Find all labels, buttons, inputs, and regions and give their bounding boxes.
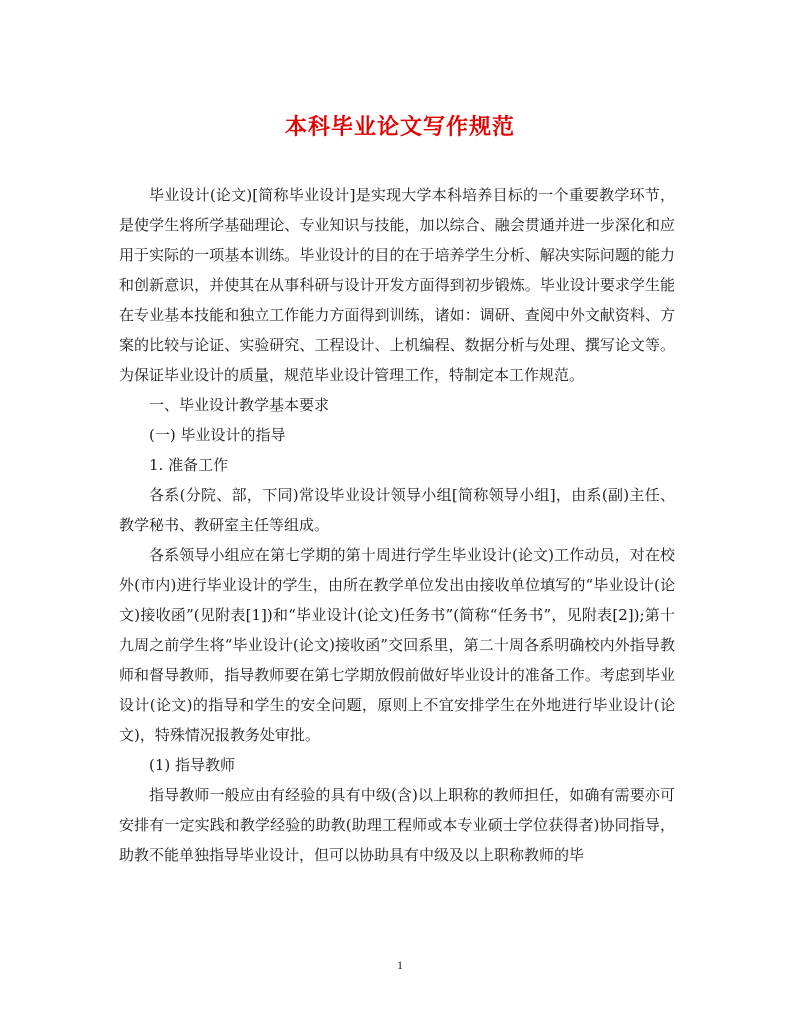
item-heading: 1. 准备工作 <box>149 456 229 474</box>
paragraph: 指导教师一般应由有经验的具有中级(含)以上职称的教师担任，如确有需要亦可安排有一定实践和教学经验的助教(助理工程师或本专业硕士学位获得者)协同指导，助教不能单独指导毕业设计，但可以协助具有中级及以上职称教师的毕 <box>119 786 675 864</box>
section-heading: 一、毕业设计教学基本要求 <box>149 396 330 414</box>
paragraph-intro: 毕业设计(论文)[简称毕业设计]是实现大学本科培养目标的一个重要教学环节，是使学生将所学基础理论、专业知识与技能，加以综合、融会贯通并进一步深化和应用于实际的一项基本训练。毕业设计的目的在于培养学生分析、解决实际问题的能力和创新意识，并使其在从事科研与设计开发方面得到初步锻炼。毕业设计要求学生能在专业基本技能和独立工作能力方面得到训练，诸如：调研、查阅中外文献资料、方案的比较与论证、实验研究、工程设计、上机编程、数据分析与处理、撰写论文等。为保证毕业设计的质量，规范毕业设计管理工作，特制定本工作规范。 <box>119 186 675 384</box>
document-body <box>119 180 675 870</box>
page-number: 1 <box>397 958 403 972</box>
paragraph: 各系领导小组应在第七学期的第十周进行学生毕业设计(论文)工作动员，对在校外(市内)进行毕业设计的学生，由所在教学单位发出由接收单位填写的“毕业设计(论文)接收函”(见附表[1])和“毕业设计(论文)任务书”(简称“任务书”，见附表[2]);第十九周之前学生将“毕业设计(论文)接收函”交回系里，第二十周各系明确校内外指导教师和督导教师，指导教师要在第七学期放假前做好毕业设计的准备工作。考虑到毕业设计(论文)的指导和学生的安全问题，原则上不宜安排学生在外地进行毕业设计(论文)，特殊情况报教务处审批。 <box>119 546 675 744</box>
item-heading: (1) 指导教师 <box>149 756 236 774</box>
paragraph: 各系(分院、部，下同)常设毕业设计领导小组[简称领导小组]，由系(副)主任、教学秘书、教研室主任等组成。 <box>119 486 675 534</box>
document-title: 本科毕业论文写作规范 <box>284 114 515 140</box>
subsection-heading: (一) 毕业设计的指导 <box>149 426 286 444</box>
